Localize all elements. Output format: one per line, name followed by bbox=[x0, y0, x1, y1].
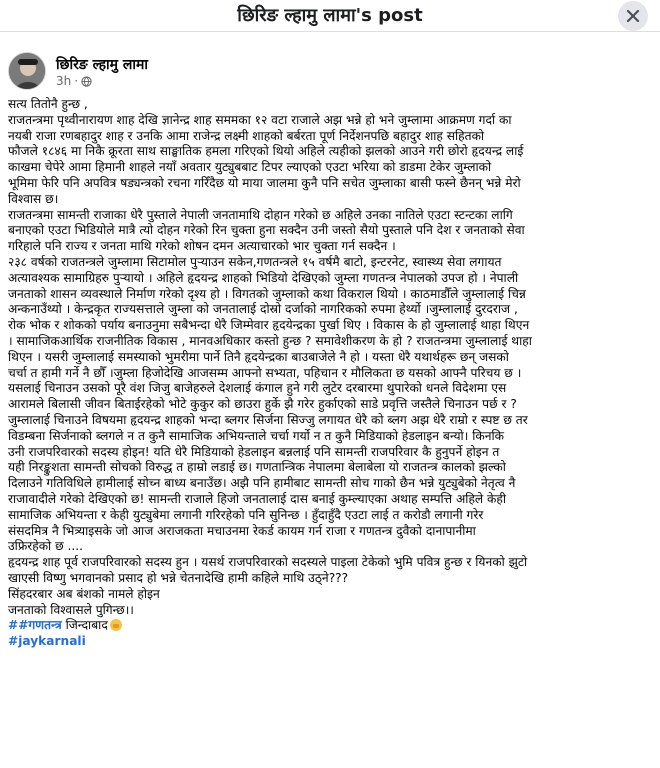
avatar[interactable] bbox=[8, 52, 46, 90]
hashtag-jaykarnali[interactable]: #jaykarnali bbox=[8, 634, 86, 649]
post-text-line: संसदमित्र नै भित्र्याइसके जो आज अराजकता मचाउनमा रेकर्ड कायम गर्न राजा र गणतन्त्र दुवैको दानापानीमा bbox=[8, 523, 476, 538]
post-text-line: जनताको विश्वासले पुगिन्छ।। bbox=[8, 602, 134, 617]
post-text-line: जनताको शासन व्यवस्थाले निर्माण गरेको दृश्य हो । विगतको जुम्लाको कथा विकराल थियो । काठमाडौँले जुम्लालाई चिन्न bbox=[8, 286, 526, 301]
hashtag-line bbox=[8, 618, 652, 634]
post-text-line: बनाएको एउटा भिडियोले मात्रै त्यो दोहन गरेको रिन चुक्ता हुना सक्दैन उनी जस्तो सैयो पुस्ताले पनि देश र जनताको सेवा bbox=[8, 223, 525, 238]
close-icon bbox=[626, 9, 640, 23]
post-text-line: भूमिमा फेरि पनि अपवित्र षड्यन्त्रको रचना गरिँदैछ यो माया जालमा कुनै पनि सचेत जुम्लाका बासी फस्ने छैनन् भन्ने मेरो bbox=[8, 175, 521, 190]
post-text-line: आरामले बिलासी जीवन बिताईरहेको भोटे कुकुर को छाउरा हुर्के झै गरेर हुर्काएको साडे प्रवृत्ति जस्तैले चिनाउन पर्छ र ? bbox=[8, 397, 517, 412]
post-meta bbox=[56, 74, 92, 88]
post-text-line: जुम्लालाई चिनाउने विषयमा हृदयन्द्र शाहको भन्दा ब्लगर सिर्जना सिज्जु लगायत धेरै को ब्लग अझ धेरै राम्रो र स्पष्ट छ तर bbox=[8, 412, 528, 427]
post-text-line: खाएसी विष्णु भगवानको प्रसाद हो भन्ने चेतनादेखि हामी कहिले माथि उठ्ने??? bbox=[8, 570, 349, 585]
post-text-line: यसलाई चिनाउन उसको पूरै वंश जिजु बाजेहरुले देशलाई कंगाल हुने गरी लुटेर दरबारमा थुपारेको धनले विदेशमा एस bbox=[8, 381, 507, 396]
post-text-line: चर्चा त हामी गर्ने नै छौँ ।जुम्ला हिजोदेखि आजसम्म आफ्नो सभ्यता, पहिचान र मौलिकता छ यसको आफ्नै परिचय छ । bbox=[8, 365, 522, 380]
post-text-line: विडम्बना सिर्जनाको ब्लगले न त कुनै सामाजिक अभियन्ताले चर्चा गर्यो न त कुनै मिडियाको हेडलाइन बन्यो। किनकि bbox=[8, 428, 505, 443]
post-text-line: राजतन्त्रमा पृथ्वीनारायण शाह देखि ज्ञानेन्द्र शाह सममका १२ वटा राजाले अझ भन्ने हो भने जुम्लामा आक्रमण गर्दा का bbox=[8, 112, 512, 127]
post-text-line: उफ्रिरहेको छ .... bbox=[8, 539, 83, 554]
post-text-line: फौजले १८४६ मा निकै क्रूरता साथ साङ्घातिक हमला गरिएको थियो अहिले त्यहीको झलको आउने गरी छोरो हृदयन्द्र लाई bbox=[8, 144, 524, 159]
post-text-line: यही निरङ्कुशता सामन्ती सोचको विरुद्ध त हाम्रो लडाई छ। गणतान्त्रिक नेपालमा बेलाबेला यो राजतन्त्र कालको झल्को bbox=[8, 460, 506, 475]
post-text-line: विश्वास छ। bbox=[8, 191, 59, 206]
hashtag-line-2 bbox=[8, 634, 652, 650]
post-body bbox=[8, 97, 652, 650]
post-text-line: दिलाउने गतिविधिले हामीलाई सोच्न बाध्य बनाउँछ। अझै पनि हामीबाट सामन्ती सोच गाको छैन भन्ने युट्युबेको नेतृत्व नै bbox=[8, 476, 516, 491]
post-header bbox=[8, 52, 648, 92]
post-text-line: २३८ वर्षको राजतन्त्रले जुम्लामा सिटामोल पुर्‍याउन सकेन,गणतन्त्रले १५ वर्षमै बाटो, इन्टरनेट, स्वास्थ्य सेवा लगायत bbox=[8, 254, 502, 269]
hashtag-suffix: जिन्दाबाद bbox=[61, 618, 108, 633]
post-text-line: राजतन्त्रमा सामन्ती राजाका धेरै पुस्ताले नेपाली जनतामाथि दोहान गरेको छ अहिले उनका नातिले एउटा स्टन्टका लागि bbox=[8, 207, 513, 222]
close-button[interactable] bbox=[618, 1, 648, 31]
post-time[interactable]: 3h bbox=[56, 74, 72, 88]
post-text-line: राजावादीले गरेको देखिएको छ! सामन्ती राजाले हिजो जनतालाई दास बनाई कुम्ल्याएका अथाह सम्पत्ति अहिले केही bbox=[8, 491, 507, 506]
hashtag-ganatantra[interactable]: ##गणतन्त्र bbox=[8, 618, 62, 633]
dialog-title: छिरिङ ल्हामु लामा's post bbox=[237, 5, 423, 26]
post-text-line: गरिहाले पनि राज्य र जनता माथि गरेको शोषन दमन अत्याचारको भार चुक्ता गर्न सक्दैन । bbox=[8, 239, 396, 254]
post-text-line: थिएन । यसरी जुम्लालाई समस्याको भुमरीमा पार्ने तिनै हृदयेन्द्रका बाउबाजेले नै हो । यस्ता धेरै यथार्थहरू छन् जसको bbox=[8, 349, 509, 364]
post-text-line: सिंहदरबार अब बंशको नामले होइन bbox=[8, 586, 160, 601]
post-text-line: काखमा चेपेरे आमा हिमानी शाहले नयाँ अवतार युट्युबबाट टिपर ल्याएको एउटा भरिया को डाडमा टेकेर जुम्लाको bbox=[8, 160, 492, 175]
post-text-line: अत्यावश्यक सामाग्रिहरु पुर्‍यायो । अहिले हृदयन्द्र शाहको भिडियो देखिएको जुम्ला गणतन्त्र नेपालको उपज हो । नेपाली bbox=[8, 270, 519, 285]
post-text-line: सामाजिक अभियन्ता र केही युट्युबेमा लगानी गरिरहेको पनि सुनिन्छ । हुँदाहुँदै एउटा लाई त करोडौ लगानी गरेर bbox=[8, 507, 484, 522]
post-text-line: नयबी राजा रणबहादुर शाह र उनकि आमा राजेन्द्र लक्ष्मी शाहको बर्बरता पूर्ण निर्देशनपछि बहादुर शाह सहितको bbox=[8, 128, 485, 143]
author-name[interactable]: छिरिङ ल्हामु लामा bbox=[56, 57, 149, 73]
post-text-line: रोक भोक र शोकको पर्याय बनाउनुमा सबैभन्दा धेरै जिम्मेवार हृदयेन्द्रका पुर्खा थिए । विकास के हो जुम्लालाई थाहा थिएन bbox=[8, 318, 530, 333]
post-text-line: उनी राजपरिवारको सदस्य होइन! यति धेरै मिडियाको हेडलाइन बन्नलाई पनि सामन्ती राजपरिवार कै हुनुपर्ने होइन त bbox=[8, 444, 500, 459]
post-dialog-header bbox=[0, 0, 660, 32]
globe-icon bbox=[81, 76, 92, 87]
post-text-line: सत्य तितोनै हुन्छ , bbox=[8, 97, 88, 111]
separator-dot: · bbox=[74, 74, 79, 88]
muscle-emoji-icon bbox=[110, 619, 122, 631]
post-text-line: अन्कनाउँथ्यो । केन्द्रकृत राज्यसत्ताले जुम्ला को जनतालाई दोस्रो दर्जाको नागरिकको रुपमा हेर्थ्यो ।जुम्लालाई दुरदराज , bbox=[8, 302, 518, 317]
post-text-line: । सामाजिकआर्थिक राजनीतिक विकास , मानवअधिकार कस्तो हुन्छ ? समावेशीकरण के हो ? राजतन्त्रमा जुम्लालाई थाहा bbox=[8, 333, 532, 348]
post-text-line: हृदयन्द्र शाह पूर्व राजपरिवारको सदस्य हुन । यसर्थ राजपरिवारको सदस्यले पाइला टेकेको भुमि पवित्र हुन्छ र यिनको झुटो bbox=[8, 555, 528, 570]
post-text bbox=[8, 97, 652, 618]
